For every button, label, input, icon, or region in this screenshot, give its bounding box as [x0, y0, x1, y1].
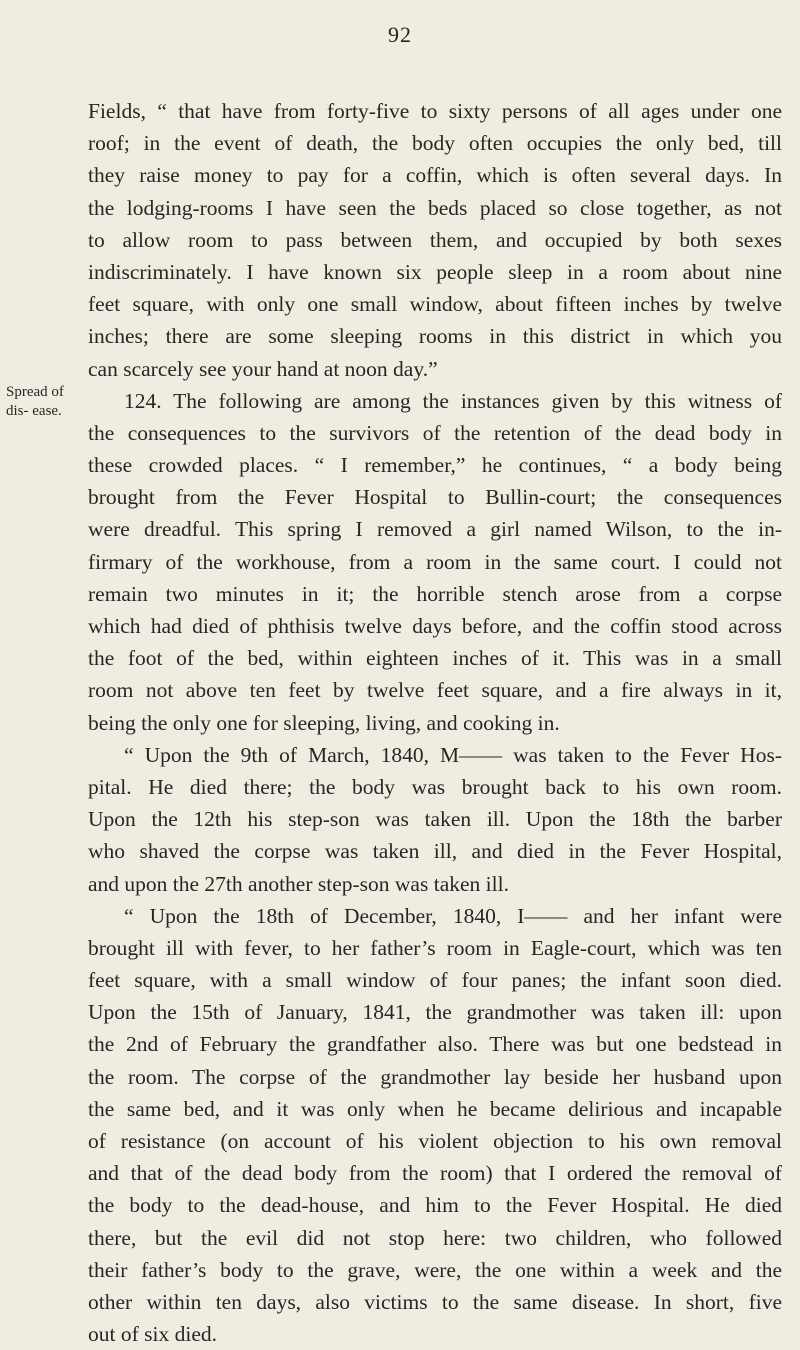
text-line: and upon the 27th another step-son was taken ill.	[88, 871, 509, 896]
text-line: who shaved the corpse was taken ill, and died in the Fever Hospital,	[88, 839, 782, 864]
text-line: were dreadful. This spring I removed a girl named Wilson, to the in-	[88, 517, 782, 542]
body-text	[88, 95, 782, 1350]
text-line: their father’s body to the grave, were, the one within a week and the	[88, 1257, 782, 1282]
text-line: the foot of the bed, within eighteen inches of it. This was in a small	[88, 646, 782, 671]
text-line: Fields, “ that have from forty-five to sixty persons of all ages under one	[88, 99, 782, 123]
page-number: 92	[388, 22, 412, 47]
text-line: these crowded places. “ I remember,” he continues, “ a body being	[88, 453, 782, 478]
text-line: which had died of phthisis twelve days before, and the coffin stood across	[88, 614, 782, 638]
text-line: there, but the evil did not stop here: two children, who followed	[88, 1225, 782, 1250]
text-line: other within ten days, also victims to the same disease. In short, five	[88, 1289, 782, 1314]
text-line: the room. The corpse of the grandmother lay beside her husband upon	[88, 1064, 782, 1089]
text-line: roof; in the event of death, the body often occupies the only bed, till	[88, 131, 782, 156]
text-line: to allow room to pass between them, and occupied by both sexes	[88, 227, 782, 252]
text-line: the consequences to the survivors of the retention of the dead body in	[88, 420, 782, 445]
text-line: feet square, with a small window of four panes; the infant soon died.	[88, 968, 782, 993]
text-line: feet square, with only one small window, about fifteen inches by twelve	[88, 292, 782, 317]
text-line: 124. The following are among the instances given by this witness of	[124, 388, 782, 413]
text-line: can scarcely see your hand at noon day.”	[88, 356, 438, 381]
text-line: room not above ten feet by twelve feet square, and a fire always in it,	[88, 678, 782, 703]
text-line: the body to the dead-house, and him to the Fever Hospital. He died	[88, 1193, 782, 1218]
text-line: and that of the dead body from the room) that I ordered the removal of	[88, 1161, 782, 1186]
text-line: they raise money to pay for a coffin, which is often several days. In	[88, 163, 782, 188]
text-line: brought from the Fever Hospital to Bullin-court; the consequences	[88, 485, 782, 510]
text-line: firmary of the workhouse, from a room in the same court. I could not	[88, 549, 782, 574]
text-line: the same bed, and it was only when he became delirious and incapable	[88, 1096, 782, 1121]
text-line: “ Upon the 18th of December, 1840, I—— and her infant were	[124, 903, 782, 928]
text-line: the lodging-rooms I have seen the beds placed so close together, as not	[88, 195, 782, 220]
margin-note: Spread of dis- ease.	[6, 384, 64, 419]
text-line: being the only one for sleeping, living, and cooking in.	[88, 710, 560, 735]
text-line: pital. He died there; the body was brought back to his own room.	[88, 774, 782, 799]
text-line: brought ill with fever, to her father’s room in Eagle-court, which was ten	[88, 935, 782, 960]
text-line: “ Upon the 9th of March, 1840, M—— was taken to the Fever Hos-	[124, 742, 782, 767]
text-line: indiscriminately. I have known six people sleep in a room about nine	[88, 259, 782, 284]
text-line: out of six died.	[88, 1322, 217, 1347]
text-line: Upon the 15th of January, 1841, the grandmother was taken ill: upon	[88, 1000, 782, 1025]
text-line: inches; there are some sleeping rooms in this district in which you	[88, 324, 782, 349]
text-line: remain two minutes in it; the horrible stench arose from a corpse	[88, 581, 782, 606]
text-line: the 2nd of February the grandfather also. There was but one bedstead in	[88, 1032, 782, 1057]
text-line: of resistance (on account of his violent objection to his own removal	[88, 1129, 782, 1153]
text-line: Upon the 12th his step-son was taken ill. Upon the 18th the barber	[88, 807, 782, 832]
